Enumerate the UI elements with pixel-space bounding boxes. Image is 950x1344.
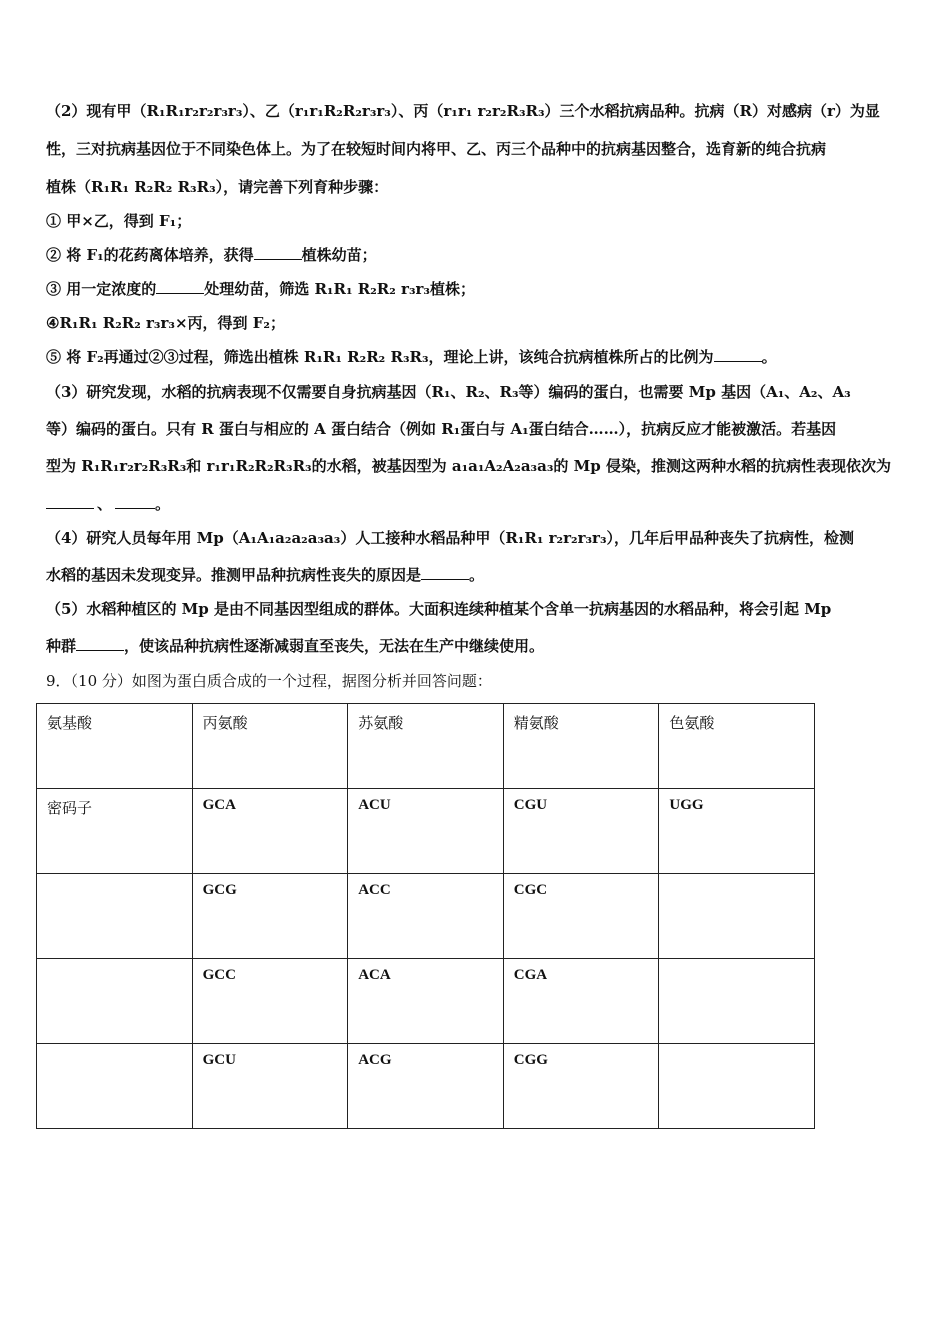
answer-blank[interactable] — [254, 245, 302, 260]
codon-cell: GCG — [192, 874, 348, 959]
q8-step2-text-a: ② 将 F₁的花药离体培养，获得 — [46, 246, 254, 264]
q8-part2-line1: （2）现有甲（R₁R₁r₂r₂r₃r₃）、乙（r₁r₁R₂R₂r₃r₃）、丙（r₁r₁ r₂r₂R₃R₃）三个水稻抗病品种。抗病（R）对感病（r）为显 — [46, 102, 880, 120]
q8-part4-line2-a: 水稻的基因未发现变异。推测甲品种抗病性丧失的原因是 — [46, 566, 422, 584]
q8-part4-line2-b: 。 — [469, 566, 485, 584]
q8-part4-line2 — [46, 565, 908, 585]
answer-blank[interactable] — [714, 347, 762, 362]
answer-blank[interactable] — [76, 636, 124, 651]
q8-part2-line2: 性，三对抗病基因位于不同染色体上。为了在较短时间内将甲、乙、丙三个品种中的抗病基因整合，选育新的纯合抗病 — [46, 140, 827, 158]
codon-cell — [659, 959, 815, 1044]
table-row — [37, 959, 815, 1044]
answer-blank[interactable] — [156, 279, 204, 294]
codon-cell: CGC — [503, 874, 659, 959]
q8-step4: ④R₁R₁ R₂R₂ r₃r₃×丙，得到 F₂； — [46, 314, 285, 332]
q8-part2-line3: 植株（R₁R₁ R₂R₂ R₃R₃），请完善下列育种步骤： — [46, 178, 389, 196]
q8-part3-line1: （3）研究发现，水稻的抗病表现不仅需要自身抗病基因（R₁、R₂、R₃等）编码的蛋白，也需要 Mp 基因（A₁、A₂、A₃ — [46, 383, 851, 401]
codon-cell — [659, 874, 815, 959]
codon-cell: CGA — [503, 959, 659, 1044]
row-label-cell — [37, 959, 193, 1044]
table-row — [37, 1044, 815, 1129]
codon-cell: CGG — [503, 1044, 659, 1129]
table-row — [37, 874, 815, 959]
blank-separator: 、 — [97, 495, 113, 513]
q8-part5-line2-b: ，使该品种抗病性逐渐减弱直至丧失，无法在生产中继续使用。 — [124, 637, 545, 655]
codon-table — [36, 703, 815, 1129]
q8-step3-text-a: ③ 用一定浓度的 — [46, 280, 157, 298]
q8-part5-line2 — [46, 636, 908, 656]
q8-step2-text-b: 植株幼苗； — [301, 246, 377, 264]
table-header-row — [37, 704, 815, 789]
q8-part3-line3: 型为 R₁R₁r₂r₂R₃R₃和 r₁r₁R₂R₂R₃R₃的水稻，被基因型为 a₁a₁A₂A₂a₃a₃的 Mp 侵染，推测这两种水稻的抗病性表现依次为 — [46, 457, 891, 475]
codon-cell: GCC — [192, 959, 348, 1044]
row-label-cell — [37, 874, 193, 959]
header-cell: 氨基酸 — [37, 704, 193, 789]
answer-blank[interactable] — [115, 494, 155, 509]
codon-cell — [659, 1044, 815, 1129]
table-row — [37, 789, 815, 874]
q8-step1: ① 甲×乙，得到 F₁； — [46, 212, 192, 230]
answer-blank[interactable] — [46, 494, 94, 509]
codon-cell: ACU — [348, 789, 504, 874]
q8-part3-line4-end: 。 — [155, 495, 171, 513]
codon-cell: ACA — [348, 959, 504, 1044]
q8-step3-text-b: 处理幼苗，筛选 R₁R₁ R₂R₂ r₃r₃植株； — [204, 280, 475, 298]
header-cell: 丙氨酸 — [192, 704, 348, 789]
codon-cell: ACC — [348, 874, 504, 959]
codon-cell: UGG — [659, 789, 815, 874]
q8-part5-line2-a: 种群 — [46, 637, 77, 655]
header-cell: 色氨酸 — [659, 704, 815, 789]
q8-part4-line1: （4）研究人员每年用 Mp（A₁A₁a₂a₂a₃a₃）人工接种水稻品种甲（R₁R₁ r₂r₂r₃r₃），几年后甲品种丧失了抗病性，检测 — [46, 529, 855, 547]
q8-step5 — [46, 347, 908, 367]
q9-prompt: 9．（10 分）如图为蛋白质合成的一个过程，据图分析并回答问题： — [46, 672, 492, 690]
codon-cell: CGU — [503, 789, 659, 874]
codon-cell: GCU — [192, 1044, 348, 1129]
q8-step5-text-a: ⑤ 将 F₂再通过②③过程，筛选出植株 R₁R₁ R₂R₂ R₃R₃，理论上讲，该纯合抗病植株所占的比例为 — [46, 348, 714, 366]
q8-part3-line4 — [46, 494, 908, 514]
q8-part3-line2: 等）编码的蛋白。只有 R 蛋白与相应的 A 蛋白结合（例如 R₁蛋白与 A₁蛋白结合……），抗病反应才能被激活。若基因 — [46, 420, 837, 438]
header-cell: 精氨酸 — [503, 704, 659, 789]
q8-step3 — [46, 279, 908, 299]
row-label-cell: 密码子 — [37, 789, 193, 874]
q8-part5-line1: （5）水稻种植区的 Mp 是由不同基因型组成的群体。大面积连续种植某个含单一抗病基因的水稻品种，将会引起 Mp — [46, 600, 832, 618]
codon-cell: GCA — [192, 789, 348, 874]
answer-blank[interactable] — [421, 565, 469, 580]
q8-step5-text-b: 。 — [761, 348, 777, 366]
row-label-cell — [37, 1044, 193, 1129]
codon-cell: ACG — [348, 1044, 504, 1129]
q8-step2 — [46, 245, 908, 265]
header-cell: 苏氨酸 — [348, 704, 504, 789]
